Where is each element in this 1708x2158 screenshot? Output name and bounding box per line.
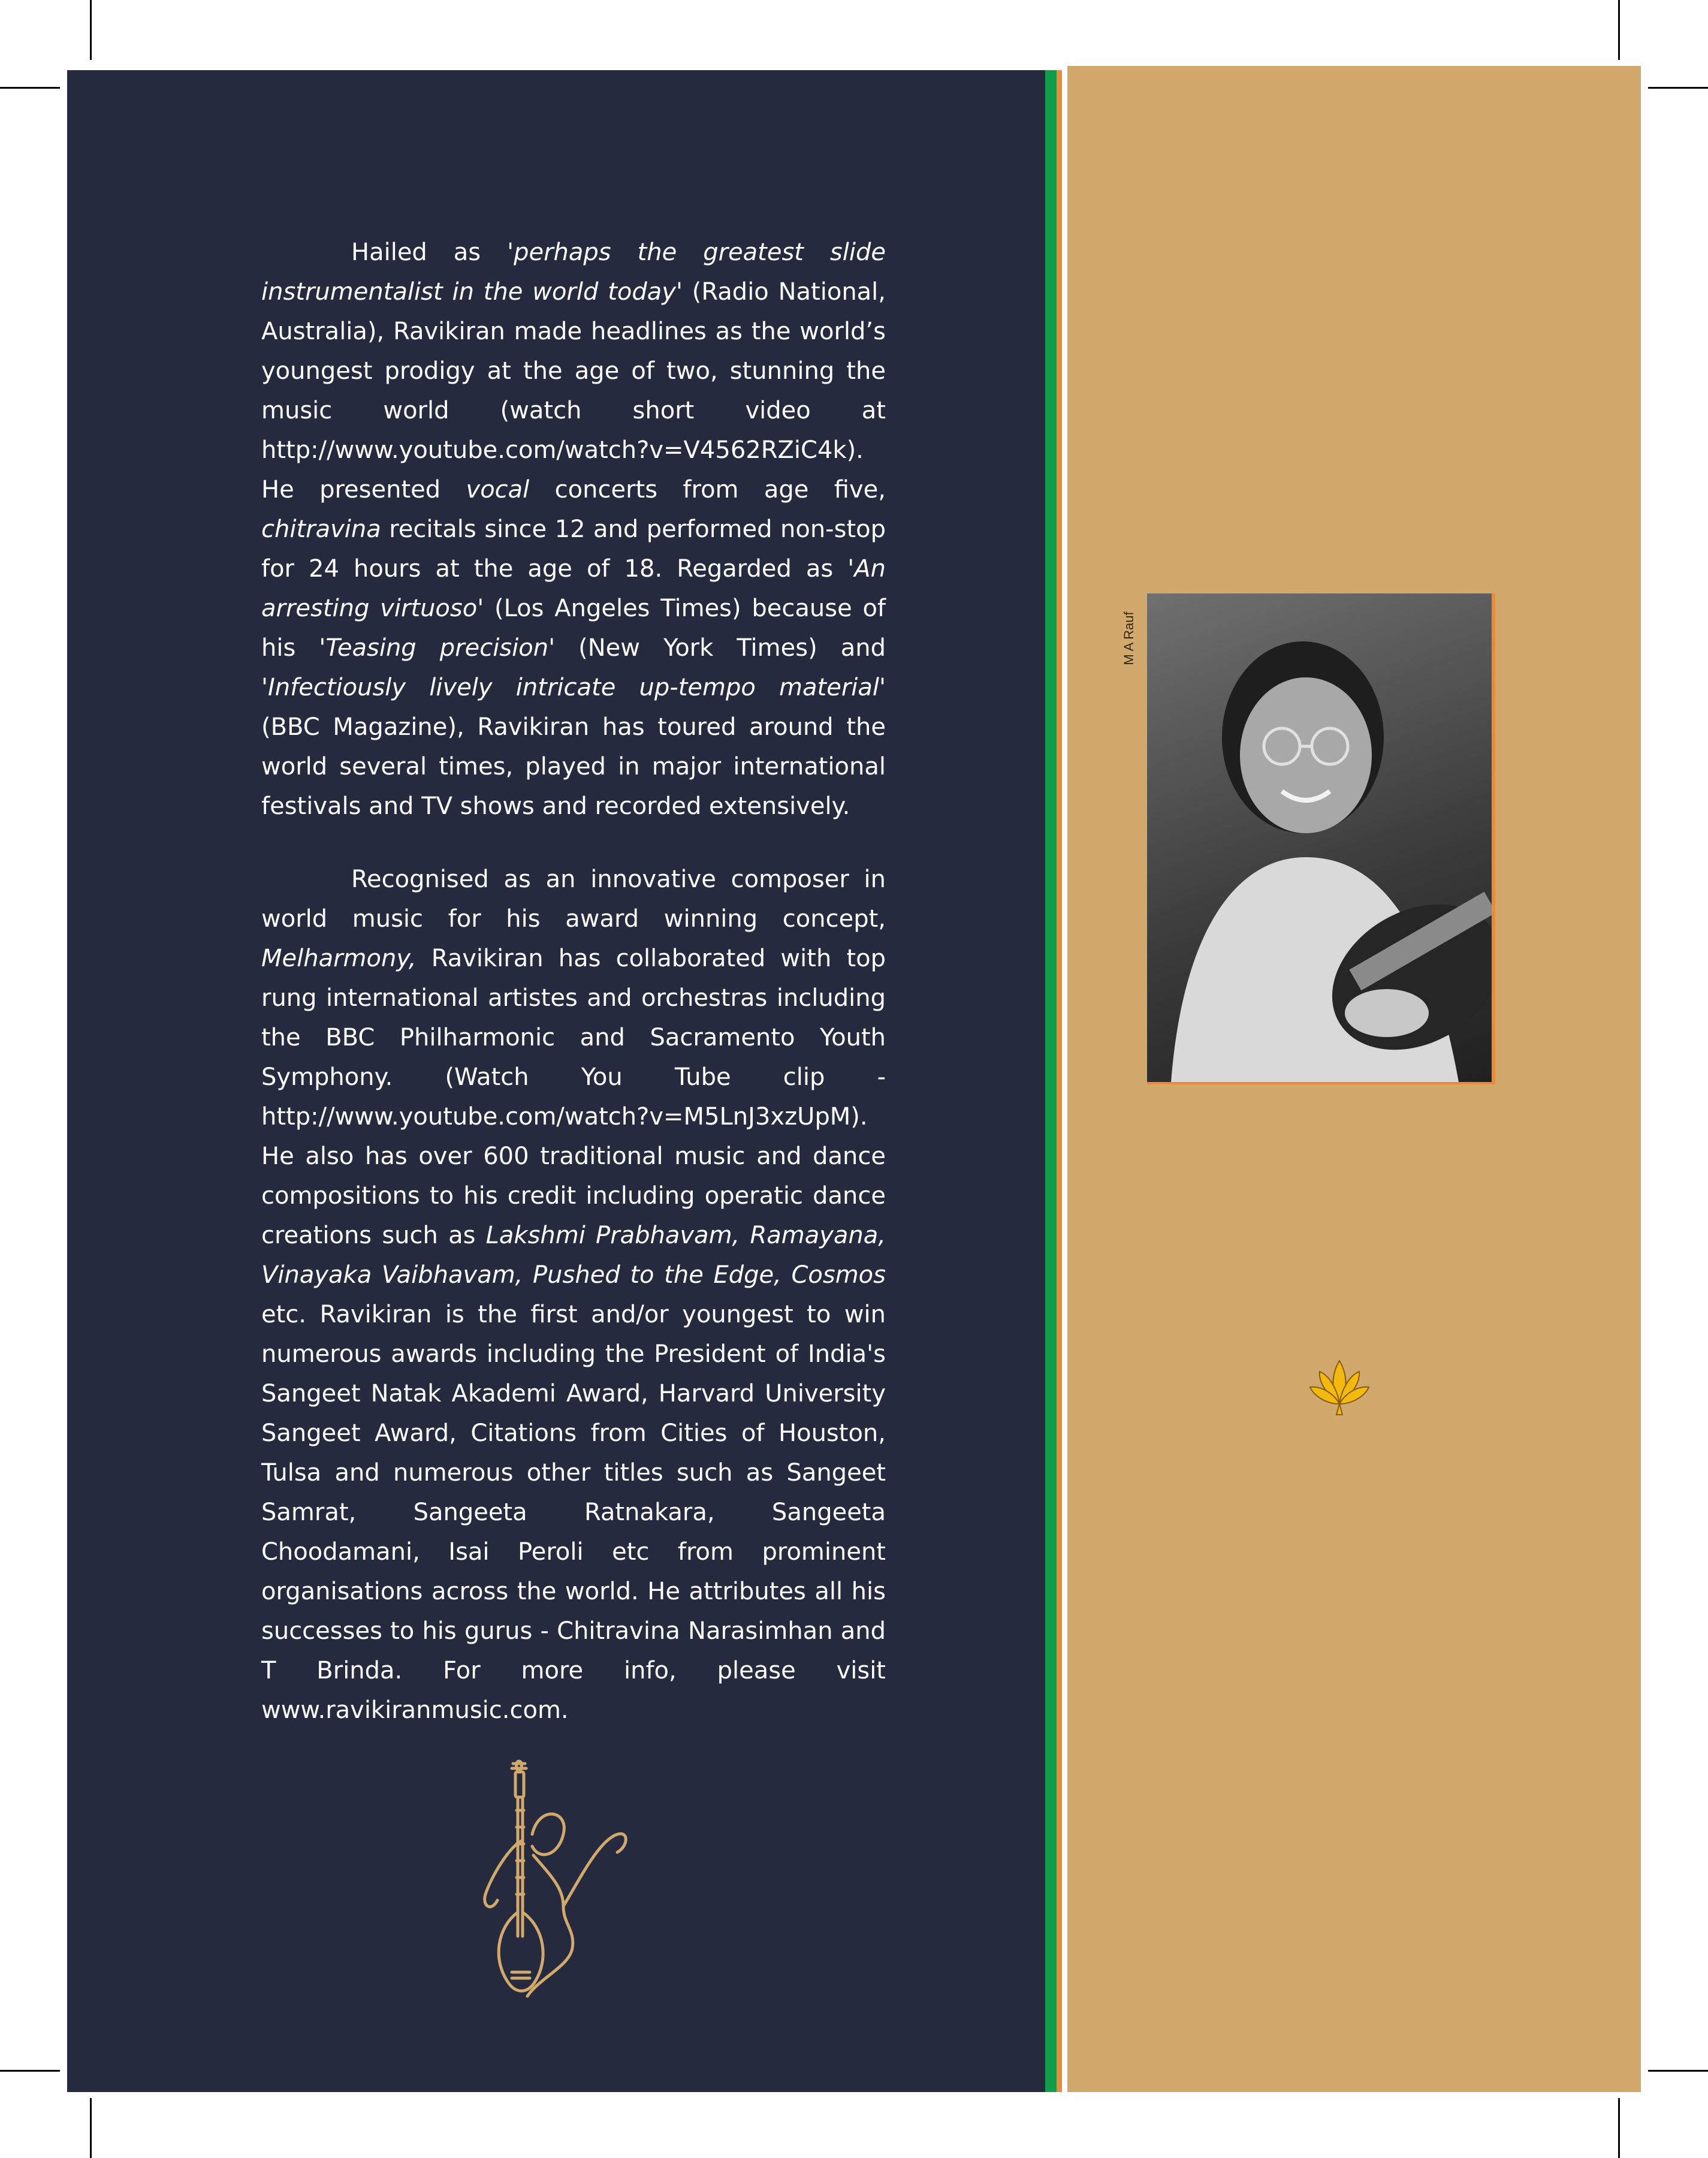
crop-mark-top-left-horizontal: [0, 87, 60, 89]
text-segment: Recognised as an innovative composer in world music for his award winning concept,: [261, 866, 886, 933]
crop-mark-top-left-vertical: [90, 0, 92, 60]
italic-text: Melharmony,: [261, 945, 417, 972]
veena-line-art-logo: [473, 1756, 689, 2008]
italic-text: Lakshmi Prabhavam, Ramayana, Vinayaka Vaibhavam, Pushed to the Edge, Cosmos: [261, 1222, 886, 1289]
italic-text: Teasing precision: [325, 634, 549, 662]
crop-mark-top-right-horizontal: [1648, 87, 1708, 89]
text-segment: etc. Ravikiran is the first and/or youngest to win numerous awards including the President of India's Sangeet Natak Akademi Award, Harvard University Sangeet Award, Citations from Cities of Houston, Tulsa and numerous other titles such as Sangeet Samrat, Sangeeta Ratnakara, Sangeeta Choodamani, Isai Peroli etc from prominent organisations across the world. He attributes all his successes to his gurus - Chitravina Narasimhan and T Brinda. For more info, please visit www.ravikiranmusic.com.: [261, 1301, 886, 1724]
photo-credit: [1117, 605, 1141, 671]
lotus-icon: [1306, 1355, 1372, 1421]
italic-text: vocal: [466, 476, 530, 504]
text-segment: recitals since 12 and performed non-stop for 24 hours at the age of 18. Regarded as ': [261, 516, 886, 583]
text-segment: Ravikiran has collaborated with top rung international artistes and orchestras including the BBC Philharmonic and Sacramento Youth Symphony. (Watch You Tube clip - http://www.youtube.com/watch?v=M5LnJ3xzUpM). He also has over 600 traditional music and dance compositions to his credit including operatic dance creations such as: [261, 945, 886, 1249]
italic-text: chitravina: [261, 516, 381, 543]
crop-mark-bottom-left-horizontal: [0, 2070, 60, 2072]
portrait-photo-with-chitravina: [1147, 593, 1492, 1082]
biography-text: [261, 233, 886, 1730]
text-segment: ' (Radio National, Australia), Ravikiran made headlines as the world’s youngest prodigy at the age of two, stunning the music world (watch short video at http://www.youtube.com/watch?v=V4562RZiC4k). He presented: [261, 278, 886, 504]
biography-paragraph: [261, 233, 886, 826]
italic-text: An arresting virtuoso: [261, 555, 886, 622]
crop-mark-bottom-right-vertical: [1618, 2098, 1620, 2158]
text-segment: ' (Los Angeles Times) because of his ': [261, 595, 886, 662]
italic-text: Infectiously lively intricate up-tempo material: [268, 674, 879, 701]
text-segment: ' (BBC Magazine), Ravikiran has toured around the world several times, played in major international festivals and TV shows and recorded extensively.: [261, 674, 886, 820]
green-stripe: [1045, 70, 1057, 2092]
text-segment: Hailed as ': [351, 239, 514, 266]
orange-stripe: [1057, 70, 1062, 2092]
italic-text: perhaps the greatest slide instrumentalist in the world today: [261, 239, 886, 306]
white-stripe: [1062, 70, 1067, 2092]
biography-paragraph: [261, 860, 886, 1730]
photo-credit-text: M A Rauf: [1121, 611, 1136, 665]
crop-mark-bottom-right-horizontal: [1648, 2070, 1708, 2072]
portrait-photo: [1147, 593, 1495, 1084]
text-segment: concerts from age five,: [529, 476, 886, 504]
crop-mark-top-right-vertical: [1618, 0, 1620, 60]
crop-mark-bottom-left-vertical: [90, 2098, 92, 2158]
text-segment: ' (New York Times) and ': [261, 634, 886, 701]
